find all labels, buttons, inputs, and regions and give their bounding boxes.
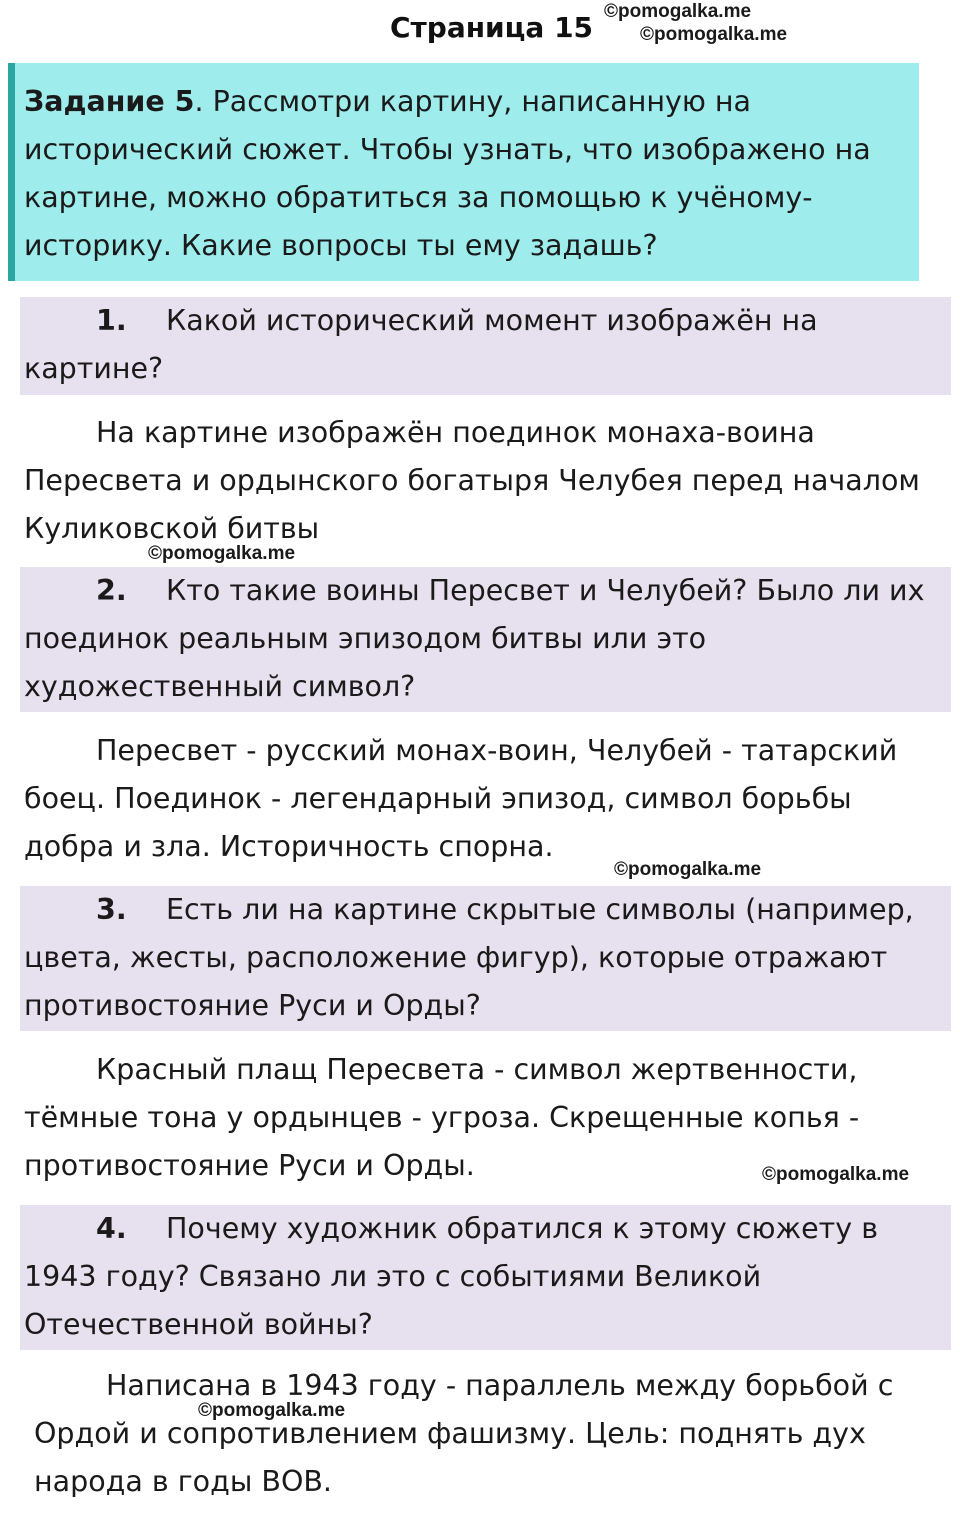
question bbox=[24, 1205, 934, 1349]
question-text: Какой исторический момент изображён на картине? bbox=[24, 304, 818, 385]
watermark: ©pomogalka.me bbox=[148, 543, 296, 564]
question-number: 3. bbox=[96, 893, 127, 926]
task-label: Задание 5 bbox=[24, 85, 195, 118]
answer: Написана в 1943 году - параллель между борьбой с Ордой и сопротивлением фашизму. Цель: поднять дух народа в годы ВОВ. bbox=[34, 1369, 894, 1498]
question bbox=[24, 297, 934, 393]
answer: На картине изображён поединок монаха-воина Пересвета и ордынского богатыря Челубея перед началом Куликовской битвы bbox=[24, 416, 920, 545]
watermark: ©pomogalka.me bbox=[604, 1, 752, 22]
watermark: ©pomogalka.me bbox=[614, 859, 762, 880]
question bbox=[24, 567, 934, 711]
question-number: 2. bbox=[96, 574, 127, 607]
question-text: Есть ли на картине скрытые символы (например, цвета, жесты, расположение фигур), которые отражают противостояние Руси и Орды? bbox=[24, 893, 914, 1022]
question bbox=[24, 886, 934, 1030]
task-body: . Рассмотри картину, написанную на исторический сюжет. Чтобы узнать, что изображено на картине, можно обратиться за помощью к учёному-историку. Какие вопросы ты ему задашь? bbox=[24, 85, 871, 262]
watermark: ©pomogalka.me bbox=[762, 1164, 910, 1185]
answer: Пересвет - русский монах-воин, Челубей - татарский боец. Поединок - легендарный эпизод, символ борьбы добра и зла. Историчность спорна. bbox=[24, 734, 898, 863]
question-number: 4. bbox=[96, 1212, 127, 1245]
question-number: 1. bbox=[96, 304, 127, 337]
question-text: Кто такие воины Пересвет и Челубей? Было ли их поединок реальным эпизодом битвы или это художественный символ? bbox=[24, 574, 925, 703]
watermark: ©pomogalka.me bbox=[198, 1400, 346, 1421]
page-title: Страница 15 bbox=[390, 11, 594, 44]
answer: Красный плащ Пересвета - символ жертвенности, тёмные тона у ордынцев - угроза. Скрещенные копья - противостояние Руси и Орды. bbox=[24, 1053, 860, 1182]
question-text: Почему художник обратился к этому сюжету в 1943 году? Связано ли это с событиями Великой Отечественной войны? bbox=[24, 1212, 878, 1341]
task-text bbox=[24, 78, 904, 270]
watermark: ©pomogalka.me bbox=[640, 24, 788, 45]
